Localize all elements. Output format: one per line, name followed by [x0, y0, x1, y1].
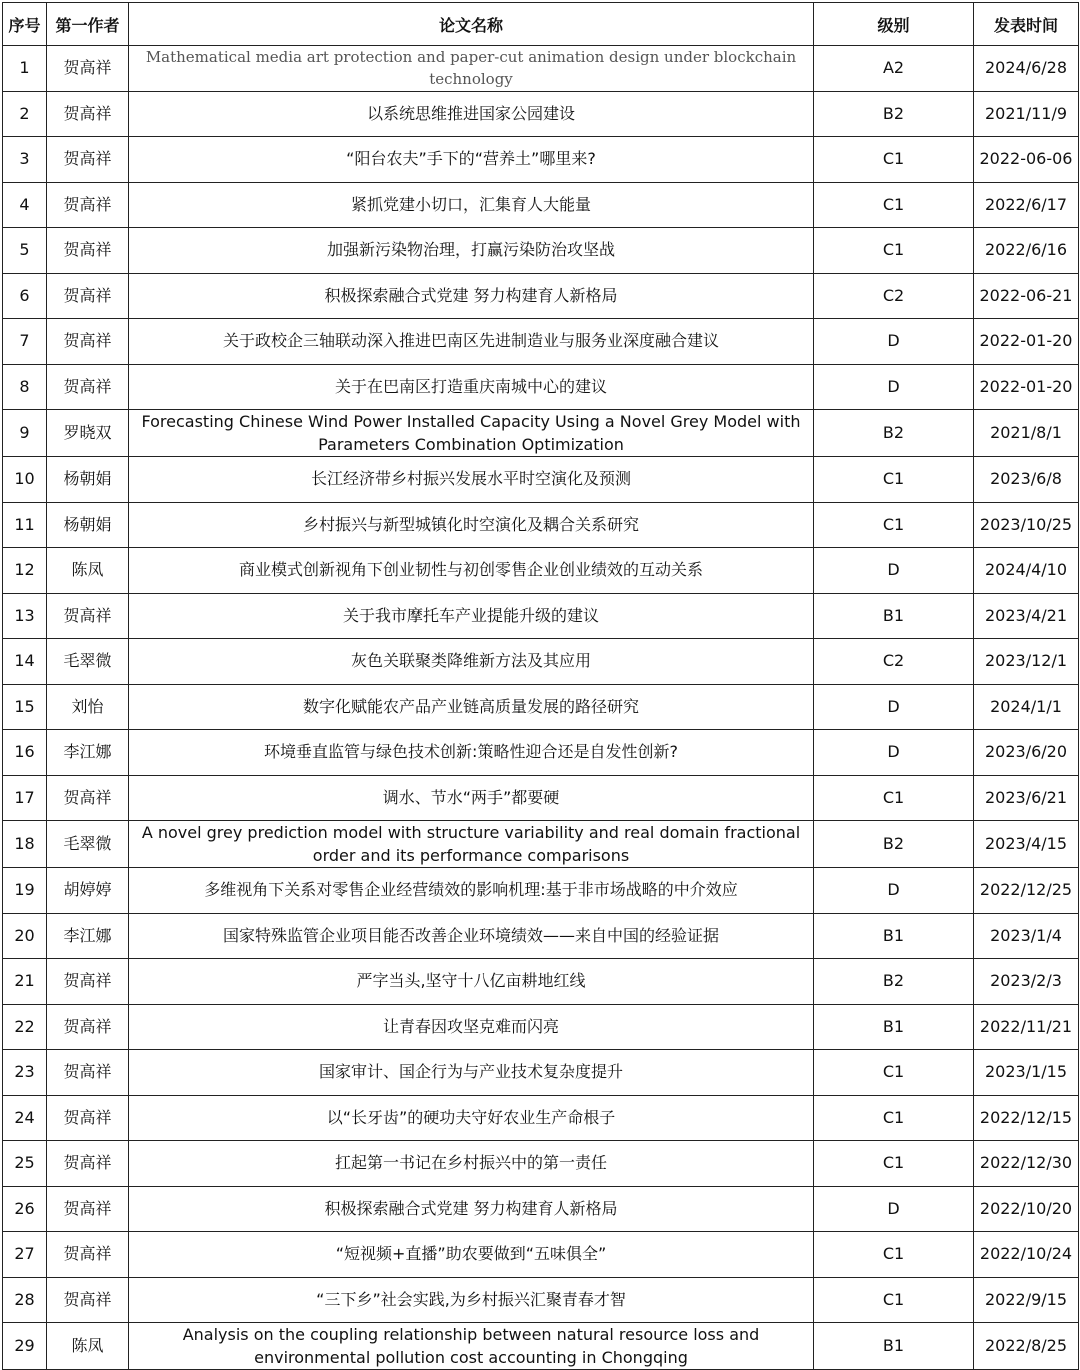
cell-index: 28 — [3, 1277, 47, 1323]
table-row — [3, 1232, 1079, 1278]
cell-title: 商业模式创新视角下创业韧性与初创零售企业创业绩效的互动关系 — [129, 548, 814, 594]
header-title: 论文名称 — [129, 3, 814, 46]
cell-title: 数字化赋能农产品产业链高质量发展的路径研究 — [129, 684, 814, 730]
table-row — [3, 821, 1079, 868]
table-row — [3, 1004, 1079, 1050]
cell-title: 长江经济带乡村振兴发展水平时空演化及预测 — [129, 457, 814, 503]
table-row — [3, 273, 1079, 319]
table-row — [3, 319, 1079, 365]
cell-date: 2024/6/28 — [974, 46, 1079, 92]
cell-level: C1 — [814, 1277, 974, 1323]
cell-index: 7 — [3, 319, 47, 365]
cell-date: 2022/10/24 — [974, 1232, 1079, 1278]
cell-level: D — [814, 684, 974, 730]
cell-date: 2021/8/1 — [974, 410, 1079, 457]
cell-date: 2022-01-20 — [974, 319, 1079, 365]
table-row — [3, 410, 1079, 457]
cell-author: 胡婷婷 — [47, 868, 129, 914]
cell-level: C1 — [814, 1095, 974, 1141]
cell-title: 关于我市摩托车产业提能升级的建议 — [129, 593, 814, 639]
cell-level: B2 — [814, 959, 974, 1005]
cell-title: Mathematical media art protection and paper-cut animation design under blockchain technology — [129, 46, 814, 92]
cell-level: C1 — [814, 137, 974, 183]
cell-index: 19 — [3, 868, 47, 914]
cell-author: 贺高祥 — [47, 46, 129, 92]
cell-author: 罗晓双 — [47, 410, 129, 457]
table-row — [3, 868, 1079, 914]
cell-title: “短视频+直播”助农要做到“五味俱全” — [129, 1232, 814, 1278]
cell-title: 关于在巴南区打造重庆南城中心的建议 — [129, 364, 814, 410]
table-row — [3, 593, 1079, 639]
cell-author: 贺高祥 — [47, 273, 129, 319]
cell-title: 国家特殊监管企业项目能否改善企业环境绩效——来自中国的经验证据 — [129, 913, 814, 959]
cell-date: 2023/4/15 — [974, 821, 1079, 868]
cell-title: 加强新污染物治理，打赢污染防治攻坚战 — [129, 228, 814, 274]
cell-date: 2023/4/21 — [974, 593, 1079, 639]
table-row — [3, 959, 1079, 1005]
table-row — [3, 1186, 1079, 1232]
cell-author: 贺高祥 — [47, 775, 129, 821]
cell-date: 2022/9/15 — [974, 1277, 1079, 1323]
cell-title: 积极探索融合式党建 努力构建育人新格局 — [129, 1186, 814, 1232]
cell-author: 贺高祥 — [47, 959, 129, 1005]
cell-level: C1 — [814, 228, 974, 274]
cell-date: 2022/11/21 — [974, 1004, 1079, 1050]
cell-title: Analysis on the coupling relationship between natural resource loss and environmental pollution cost accounting in Chongqing — [129, 1323, 814, 1370]
cell-author: 刘怡 — [47, 684, 129, 730]
cell-date: 2022-01-20 — [974, 364, 1079, 410]
cell-title: 灰色关联聚类降维新方法及其应用 — [129, 639, 814, 685]
cell-index: 1 — [3, 46, 47, 92]
cell-title: 以“长牙齿”的硬功夫守好农业生产命根子 — [129, 1095, 814, 1141]
cell-index: 5 — [3, 228, 47, 274]
cell-level: B1 — [814, 1004, 974, 1050]
cell-date: 2023/10/25 — [974, 502, 1079, 548]
cell-author: 贺高祥 — [47, 1141, 129, 1187]
table-row — [3, 775, 1079, 821]
cell-date: 2022/12/25 — [974, 868, 1079, 914]
cell-index: 8 — [3, 364, 47, 410]
cell-level: C1 — [814, 1232, 974, 1278]
cell-level: D — [814, 548, 974, 594]
table-row — [3, 1277, 1079, 1323]
table-header — [3, 3, 1079, 46]
header-date: 发表时间 — [974, 3, 1079, 46]
cell-index: 26 — [3, 1186, 47, 1232]
cell-author: 杨朝娟 — [47, 502, 129, 548]
table-row — [3, 548, 1079, 594]
cell-title: 以系统思维推进国家公园建设 — [129, 91, 814, 137]
table-row — [3, 730, 1079, 776]
table-row — [3, 364, 1079, 410]
cell-index: 21 — [3, 959, 47, 1005]
cell-author: 陈凤 — [47, 1323, 129, 1370]
cell-index: 27 — [3, 1232, 47, 1278]
cell-title: 多维视角下关系对零售企业经营绩效的影响机理:基于非市场战略的中介效应 — [129, 868, 814, 914]
table-row — [3, 502, 1079, 548]
cell-index: 16 — [3, 730, 47, 776]
cell-author: 贺高祥 — [47, 1004, 129, 1050]
table-row — [3, 91, 1079, 137]
table-row — [3, 182, 1079, 228]
cell-date: 2022/10/20 — [974, 1186, 1079, 1232]
cell-title: 严字当头,坚守十八亿亩耕地红线 — [129, 959, 814, 1005]
cell-date: 2022/8/25 — [974, 1323, 1079, 1370]
cell-date: 2024/4/10 — [974, 548, 1079, 594]
table-body — [3, 46, 1079, 1370]
table-row — [3, 1323, 1079, 1370]
table-row — [3, 1095, 1079, 1141]
cell-level: B1 — [814, 593, 974, 639]
cell-index: 2 — [3, 91, 47, 137]
cell-index: 24 — [3, 1095, 47, 1141]
cell-date: 2023/6/20 — [974, 730, 1079, 776]
cell-date: 2023/6/21 — [974, 775, 1079, 821]
table-row — [3, 684, 1079, 730]
cell-title: 关于政校企三轴联动深入推进巴南区先进制造业与服务业深度融合建议 — [129, 319, 814, 365]
cell-author: 李江娜 — [47, 730, 129, 776]
cell-date: 2022-06-06 — [974, 137, 1079, 183]
header-level: 级别 — [814, 3, 974, 46]
cell-index: 22 — [3, 1004, 47, 1050]
cell-index: 3 — [3, 137, 47, 183]
cell-level: C1 — [814, 182, 974, 228]
cell-author: 陈凤 — [47, 548, 129, 594]
cell-date: 2024/1/1 — [974, 684, 1079, 730]
cell-index: 15 — [3, 684, 47, 730]
cell-level: A2 — [814, 46, 974, 92]
cell-author: 贺高祥 — [47, 1095, 129, 1141]
cell-date: 2022/12/15 — [974, 1095, 1079, 1141]
cell-level: C2 — [814, 639, 974, 685]
cell-index: 10 — [3, 457, 47, 503]
cell-level: D — [814, 364, 974, 410]
cell-index: 17 — [3, 775, 47, 821]
cell-author: 贺高祥 — [47, 137, 129, 183]
cell-level: C1 — [814, 1141, 974, 1187]
table-row — [3, 137, 1079, 183]
cell-level: B2 — [814, 91, 974, 137]
header-row — [3, 3, 1079, 46]
cell-date: 2021/11/9 — [974, 91, 1079, 137]
cell-level: C2 — [814, 273, 974, 319]
cell-author: 贺高祥 — [47, 364, 129, 410]
header-author: 第一作者 — [47, 3, 129, 46]
cell-level: D — [814, 730, 974, 776]
cell-author: 李江娜 — [47, 913, 129, 959]
table-row — [3, 1050, 1079, 1096]
publication-table — [2, 2, 1079, 1370]
cell-author: 贺高祥 — [47, 1186, 129, 1232]
table-row — [3, 1141, 1079, 1187]
cell-title: Forecasting Chinese Wind Power Installed Capacity Using a Novel Grey Model with Parameters Combination Optimization — [129, 410, 814, 457]
cell-level: B2 — [814, 410, 974, 457]
cell-index: 25 — [3, 1141, 47, 1187]
cell-author: 贺高祥 — [47, 91, 129, 137]
cell-title: 国家审计、国企行为与产业技术复杂度提升 — [129, 1050, 814, 1096]
cell-title: 扛起第一书记在乡村振兴中的第一责任 — [129, 1141, 814, 1187]
cell-level: D — [814, 1186, 974, 1232]
cell-index: 14 — [3, 639, 47, 685]
cell-author: 贺高祥 — [47, 1232, 129, 1278]
cell-author: 杨朝娟 — [47, 457, 129, 503]
cell-index: 18 — [3, 821, 47, 868]
table-row — [3, 457, 1079, 503]
cell-author: 贺高祥 — [47, 228, 129, 274]
table-row — [3, 46, 1079, 92]
cell-title: 紧抓党建小切口，汇集育人大能量 — [129, 182, 814, 228]
cell-date: 2022/6/17 — [974, 182, 1079, 228]
cell-date: 2023/1/4 — [974, 913, 1079, 959]
cell-date: 2023/12/1 — [974, 639, 1079, 685]
cell-index: 23 — [3, 1050, 47, 1096]
cell-level: C1 — [814, 502, 974, 548]
cell-date: 2023/2/3 — [974, 959, 1079, 1005]
cell-title: 让青春因攻坚克难而闪亮 — [129, 1004, 814, 1050]
cell-title: 环境垂直监管与绿色技术创新:策略性迎合还是自发性创新? — [129, 730, 814, 776]
cell-index: 12 — [3, 548, 47, 594]
cell-date: 2023/6/8 — [974, 457, 1079, 503]
cell-title: 调水、节水“两手”都要硬 — [129, 775, 814, 821]
cell-index: 6 — [3, 273, 47, 319]
cell-level: C1 — [814, 775, 974, 821]
cell-level: D — [814, 319, 974, 365]
cell-index: 9 — [3, 410, 47, 457]
cell-date: 2022/6/16 — [974, 228, 1079, 274]
cell-level: B2 — [814, 821, 974, 868]
cell-index: 29 — [3, 1323, 47, 1370]
cell-index: 20 — [3, 913, 47, 959]
cell-level: C1 — [814, 457, 974, 503]
cell-date: 2022-06-21 — [974, 273, 1079, 319]
cell-author: 贺高祥 — [47, 593, 129, 639]
cell-level: B1 — [814, 913, 974, 959]
table-row — [3, 913, 1079, 959]
table-row — [3, 639, 1079, 685]
cell-level: D — [814, 868, 974, 914]
cell-index: 4 — [3, 182, 47, 228]
cell-author: 贺高祥 — [47, 1050, 129, 1096]
cell-date: 2023/1/15 — [974, 1050, 1079, 1096]
cell-title: 乡村振兴与新型城镇化时空演化及耦合关系研究 — [129, 502, 814, 548]
cell-index: 13 — [3, 593, 47, 639]
cell-title: “三下乡”社会实践,为乡村振兴汇聚青春才智 — [129, 1277, 814, 1323]
cell-index: 11 — [3, 502, 47, 548]
cell-level: C1 — [814, 1050, 974, 1096]
cell-author: 贺高祥 — [47, 182, 129, 228]
cell-author: 贺高祥 — [47, 1277, 129, 1323]
cell-title: 积极探索融合式党建 努力构建育人新格局 — [129, 273, 814, 319]
cell-date: 2022/12/30 — [974, 1141, 1079, 1187]
cell-author: 毛翠微 — [47, 639, 129, 685]
cell-title: “阳台农夫”手下的“营养土”哪里来? — [129, 137, 814, 183]
table-row — [3, 228, 1079, 274]
cell-author: 毛翠微 — [47, 821, 129, 868]
cell-author: 贺高祥 — [47, 319, 129, 365]
header-index: 序号 — [3, 3, 47, 46]
cell-title: A novel grey prediction model with structure variability and real domain fractional order and its performance comparisons — [129, 821, 814, 868]
cell-level: B1 — [814, 1323, 974, 1370]
